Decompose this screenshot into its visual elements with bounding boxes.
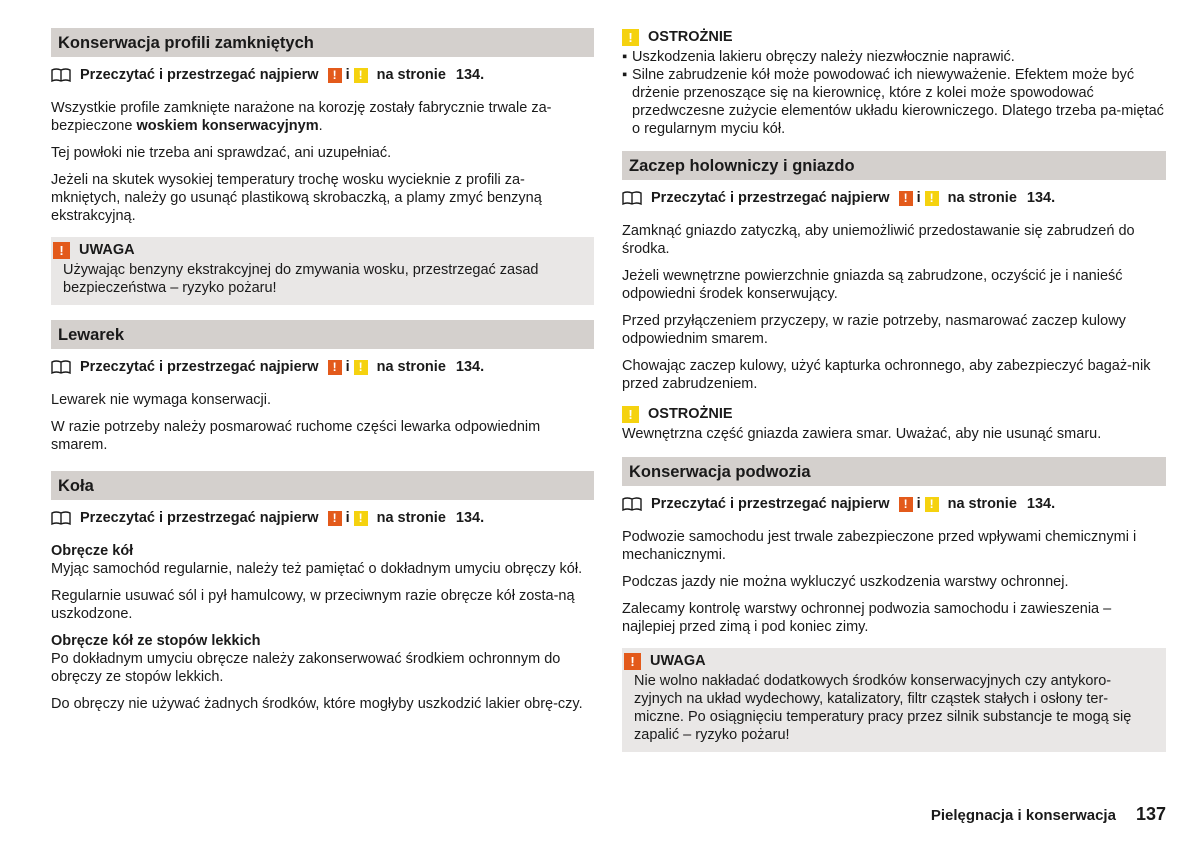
read-first-line bbox=[51, 358, 594, 376]
paragraph: Po dokładnym umyciu obręcze należy zakonserwować środkiem ochronnym do obręczy ze stopów lekkich. bbox=[51, 651, 561, 685]
read-first-page-link[interactable]: 134. bbox=[455, 510, 485, 526]
paragraph: Wszystkie profile zamknięte narażone na korozję zostały fabrycznie trwale za- bezpieczone woskiem konserwacyjnym. bbox=[51, 100, 552, 134]
read-first-conj: i bbox=[916, 190, 921, 206]
caution-icon: ! bbox=[925, 191, 939, 206]
read-first-page-link[interactable]: 134. bbox=[455, 359, 485, 375]
section-title-underbody: Konserwacja podwozia bbox=[622, 457, 1166, 486]
paragraph: Przed przyłączeniem przyczepy, w razie potrzeby, nasmarować zaczep kulowy odpowiednim smarem. bbox=[622, 313, 1126, 347]
warning-icon: ! bbox=[328, 511, 342, 526]
page-number: 137 bbox=[1135, 804, 1166, 824]
paragraph: Chowając zaczep kulowy, użyć kapturka ochronnego, aby zabezpieczyć bagaż-nik przed zabrudzeniem. bbox=[622, 358, 1151, 392]
warning-text: Nie wolno nakładać dodatkowych środków konserwacyjnych czy antykoro-zyjnych na układ wydechowy, katalizatory, filtr cząstek stałych i osłony ter-miczne. Po osiągnięciu temperatury pracy przez silnik substancje te mogą się zapalić – ryzyko pożaru! bbox=[634, 673, 1132, 743]
read-first-conj: i bbox=[916, 496, 921, 512]
read-first-page-link[interactable]: 134. bbox=[455, 67, 485, 83]
read-first-suffix: na stronie bbox=[376, 510, 446, 526]
warning-title: UWAGA bbox=[650, 653, 706, 669]
page-footer bbox=[931, 804, 1166, 825]
paragraph: Lewarek nie wymaga konserwacji. bbox=[51, 392, 272, 408]
caution-icon: ! bbox=[354, 360, 368, 375]
book-icon bbox=[622, 497, 642, 511]
read-first-line bbox=[622, 495, 1166, 513]
paragraph: Do obręczy nie używać żadnych środków, które mogłyby uszkodzić lakier obrę-czy. bbox=[51, 696, 583, 712]
warning-icon: ! bbox=[624, 653, 641, 670]
caution-box bbox=[622, 405, 1166, 443]
list-item: ▪ Silne zabrudzenie kół może powodować ich niewyważenie. Efektem może być drżenie przenoszące się na kierownicę, które z kolei może spowodować przedwczesne zużycie elementów układu kierowniczego. Dlatego trzeba pa-miętać o regularnym myciu kół. bbox=[622, 67, 1164, 137]
section-title-lewarek: Lewarek bbox=[51, 320, 594, 349]
warning-title: UWAGA bbox=[79, 242, 135, 258]
caution-title: OSTROŻNIE bbox=[648, 406, 733, 422]
read-first-suffix: na stronie bbox=[376, 67, 446, 83]
footer-chapter-title: Pielęgnacja i konserwacja bbox=[930, 807, 1116, 824]
read-first-conj: i bbox=[345, 359, 350, 375]
paragraph: Regularnie usuwać sól i pył hamulcowy, w przeciwnym razie obręcze kół zosta-ną uszkodzone. bbox=[51, 588, 575, 622]
read-first-page-link[interactable]: 134. bbox=[1026, 496, 1056, 512]
caution-box bbox=[622, 28, 1166, 138]
read-first-suffix: na stronie bbox=[376, 359, 446, 375]
caution-icon: ! bbox=[622, 406, 639, 423]
warning-text: Używając benzyny ekstrakcyjnej do zmywania wosku, przestrzegać zasad bezpieczeństwa – ryzyko pożaru! bbox=[63, 262, 539, 296]
read-first-conj: i bbox=[345, 67, 350, 83]
warning-icon: ! bbox=[899, 191, 913, 206]
read-first-suffix: na stronie bbox=[947, 190, 1017, 206]
caution-title: OSTROŻNIE bbox=[648, 29, 733, 45]
read-first-prefix: Przeczytać i przestrzegać najpierw bbox=[651, 496, 890, 512]
caution-icon: ! bbox=[622, 29, 639, 46]
section-title-kola: Koła bbox=[51, 471, 594, 500]
book-icon bbox=[622, 191, 642, 205]
paragraph: W razie potrzeby należy posmarować ruchome części lewarka odpowiednim smarem. bbox=[51, 419, 541, 453]
book-icon bbox=[51, 511, 71, 525]
warning-icon: ! bbox=[328, 68, 342, 83]
caution-icon: ! bbox=[354, 68, 368, 83]
book-icon bbox=[51, 360, 71, 374]
subheading-alloy-rims: Obręcze kół ze stopów lekkich bbox=[51, 633, 261, 649]
read-first-line bbox=[51, 509, 594, 527]
warning-icon: ! bbox=[899, 497, 913, 512]
paragraph: Tej powłoki nie trzeba ani sprawdzać, ani uzupełniać. bbox=[51, 145, 392, 161]
read-first-prefix: Przeczytać i przestrzegać najpierw bbox=[80, 359, 319, 375]
section-title-towbar: Zaczep holowniczy i gniazdo bbox=[622, 151, 1166, 180]
read-first-suffix: na stronie bbox=[947, 496, 1017, 512]
paragraph: Jeżeli na skutek wysokiej temperatury trochę wosku wycieknie z profili za-mkniętych, należy go usunąć plastikową skrobaczką, a plamy zmyć benzyną ekstrakcyjną. bbox=[51, 172, 542, 224]
subheading-rims: Obręcze kół bbox=[51, 543, 134, 559]
warning-box bbox=[622, 648, 1166, 752]
left-column bbox=[51, 28, 594, 722]
warning-icon: ! bbox=[328, 360, 342, 375]
read-first-prefix: Przeczytać i przestrzegać najpierw bbox=[80, 67, 319, 83]
read-first-page-link[interactable]: 134. bbox=[1026, 190, 1056, 206]
paragraph: Zalecamy kontrolę warstwy ochronnej podwozia samochodu i zawieszenia – najlepiej przed zimą i pod koniec zimy. bbox=[622, 601, 1112, 635]
read-first-prefix: Przeczytać i przestrzegać najpierw bbox=[651, 190, 890, 206]
paragraph: Jeżeli wewnętrzne powierzchnie gniazda są zabrudzone, oczyścić je i nanieść odpowiedni środek konserwujący. bbox=[622, 268, 1123, 302]
book-icon bbox=[51, 68, 71, 82]
read-first-line bbox=[51, 66, 594, 84]
warning-icon: ! bbox=[53, 242, 70, 259]
caution-icon: ! bbox=[354, 511, 368, 526]
warning-box bbox=[51, 237, 594, 305]
paragraph: Zamknąć gniazdo zatyczką, aby uniemożliwić przedostawanie się zabrudzeń do środka. bbox=[622, 223, 1135, 257]
paragraph: Myjąc samochód regularnie, należy też pamiętać o dokładnym umyciu obręczy kół. bbox=[51, 561, 583, 577]
read-first-prefix: Przeczytać i przestrzegać najpierw bbox=[80, 510, 319, 526]
paragraph: Podwozie samochodu jest trwale zabezpieczone przed wpływami chemicznymi i mechanicznymi. bbox=[622, 529, 1137, 563]
paragraph: Podczas jazdy nie można wykluczyć uszkodzenia warstwy ochronnej. bbox=[622, 574, 1069, 590]
section-title-profile: Konserwacja profili zamkniętych bbox=[51, 28, 594, 57]
read-first-line bbox=[622, 189, 1166, 207]
read-first-conj: i bbox=[345, 510, 350, 526]
caution-text: Wewnętrzna część gniazda zawiera smar. Uważać, aby nie usunąć smaru. bbox=[622, 426, 1102, 442]
caution-icon: ! bbox=[925, 497, 939, 512]
right-column bbox=[622, 28, 1166, 767]
list-item: ▪ Uszkodzenia lakieru obręczy należy niezwłocznie naprawić. bbox=[622, 49, 1015, 65]
